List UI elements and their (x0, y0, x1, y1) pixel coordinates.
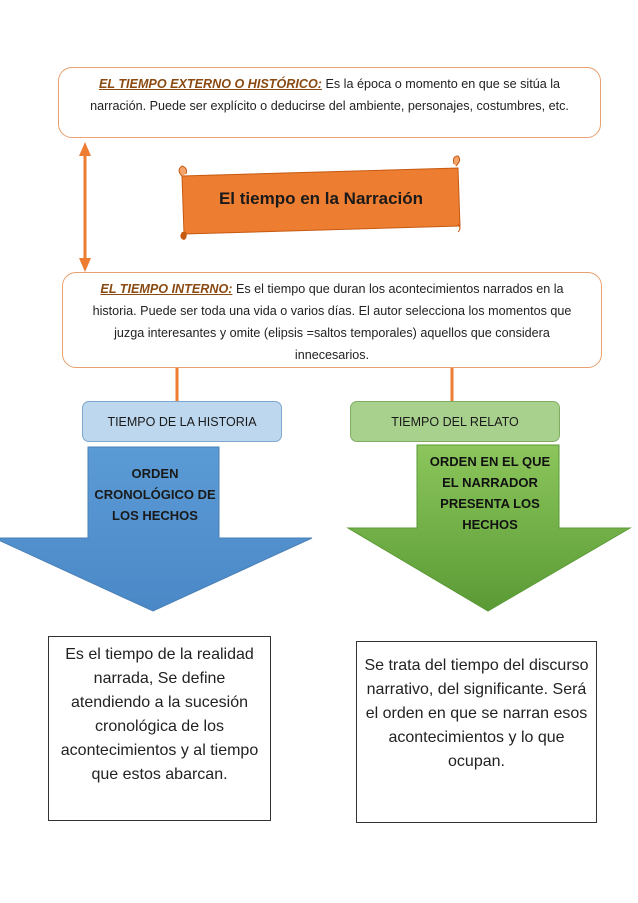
externo-label: EL TIEMPO EXTERNO O HISTÓRICO: (98, 77, 322, 91)
interno-text: Es el tiempo que duran los acontecimientos narrados en la historia. Puede ser toda una vida o varios días. El autor selecciona los momentos que juzga interesantes y omite (elipsis =saltos temporales) aquellos que considera innecesarios. (92, 282, 572, 362)
interno-label: EL TIEMPO INTERNO: (100, 282, 233, 296)
externo-box (58, 67, 601, 138)
historia-description: Es el tiempo de la realidad narrada, Se define atendiendo a la sucesión cronológica de los acontecimientos y al tiempo que estos abarcan. (60, 646, 259, 783)
relato-label-box: TIEMPO DEL RELATO (350, 401, 560, 442)
diagram-title: El tiempo en la Narración (218, 189, 424, 208)
historia-label-box: TIEMPO DE LA HISTORIA (82, 401, 282, 442)
historia-arrow-text: ORDEN CRONOLÓGICO DE LOS HECHOS (94, 466, 216, 523)
externo-text: Es la época o momento en que se sitúa la narración. Puede ser explícito o deducirse del ambiente, personajes, costumbres, etc. (90, 77, 569, 113)
relato-description-box (356, 641, 597, 823)
double-arrow-connector (79, 142, 91, 272)
historia-description-box (48, 636, 271, 821)
interno-box (62, 272, 602, 368)
relato-description: Se trata del tiempo del discurso narrativo, del significante. Será el orden en que se narran esos acontecimientos y lo que ocupan. (364, 657, 589, 770)
relato-arrow-text: ORDEN EN EL QUE EL NARRADOR PRESENTA LOS HECHOS (429, 454, 551, 532)
